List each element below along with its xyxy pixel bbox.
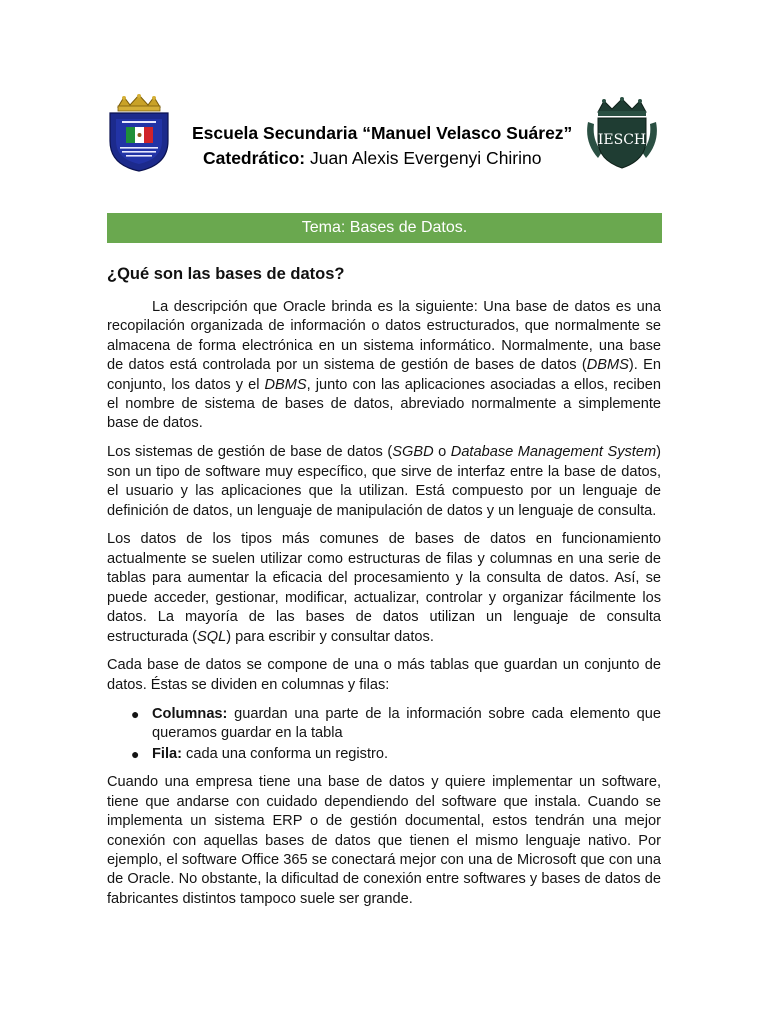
iesch-crest-logo <box>584 96 660 170</box>
teacher-line <box>203 148 542 169</box>
dbms-term: DBMS <box>264 376 307 393</box>
school-name: Escuela Secundaria “Manuel Velasco Suárez” <box>192 123 573 143</box>
iesch-logo-text: IESCH <box>597 132 647 148</box>
list-item: ● Columnas: guardan una parte de la información sobre cada elemento que queramos guardar en la tabla <box>131 705 661 742</box>
bullet-icon: ● <box>131 705 140 722</box>
sql-term: SQL <box>197 628 227 645</box>
sgbd-term: SGBD <box>392 444 434 461</box>
bullet-icon: ● <box>131 745 140 762</box>
topic-banner: Tema: Bases de Datos. <box>107 213 662 243</box>
teacher-label: Catedrático: <box>203 148 306 168</box>
paragraph-tables: Cada base de datos se compone de una o más tablas que guardan un conjunto de datos. Éstas se dividen en columnas y filas: <box>107 657 661 693</box>
teacher-name: Juan Alexis Evergenyi Chirino <box>309 148 542 168</box>
bullet-list <box>107 705 661 764</box>
paragraph-oracle-definition: La descripción que Oracle brinda es la siguiente: Una base de datos es una recopilación organizada de información o datos estructurados, que normalmente se almacena de forma electrónica en un sistema informático. Normalmente, una base de datos está controlada por un sistema de gestión de bases de datos (DBMS). En conjunto, los datos y el DBMS, junto con las aplicaciones asociadas a ellos, reciben el nombre de sistema de bases de datos, abreviado normalmente a simplemente base de datos. <box>107 299 662 432</box>
dbms-full-term: Database Management System <box>450 444 657 461</box>
paragraph-software: Cuando una empresa tiene una base de datos y quiere implementar un software, tiene que andarse con cuidado dependiendo del software que instala. Cuando se implementa un sistema ERP o de gestión documental, estos tendrán una mejor conexión con aquellas bases de datos que tienen el mismo lenguaje nativo. Por ejemplo, el software Office 365 se conectará mejor con una de Microsoft que con una de Oracle. No obstante, la dificultad de conexión entre softwares y bases de datos de fabricantes distintos tampoco suele ser grande. <box>107 774 661 907</box>
dbms-term: DBMS <box>586 357 629 374</box>
section-heading: ¿Qué son las bases de datos? <box>107 265 345 283</box>
paragraph-common-types: Los datos de los tipos más comunes de bases de datos en funcionamiento actualmente se suelen utilizar como estructuras de filas y columnas en una serie de tablas para aumentar la eficacia del procesamiento y la consulta de datos. Así, se puede acceder, gestionar, modificar, actualizar, controlar y organizar fácilmente los datos. La mayoría de las bases de datos utilizan un lenguaje de consulta estructurada (SQL) para escribir y consultar datos. <box>107 531 661 645</box>
list-item: ● Fila: cada una conforma un registro. <box>107 745 661 764</box>
school-crest-logo <box>106 93 172 173</box>
document-body <box>107 262 661 919</box>
paragraph-sgbd: Los sistemas de gestión de base de datos (SGBD o Database Management System) son un tipo de software muy específico, que sirve de interfaz entre la base de datos, el usuario y las aplicaciones que la utilizan. Está compuesto por un lenguaje de definición de datos, un lenguaje de manipulación de datos y un lenguaje de consulta. <box>107 444 662 519</box>
